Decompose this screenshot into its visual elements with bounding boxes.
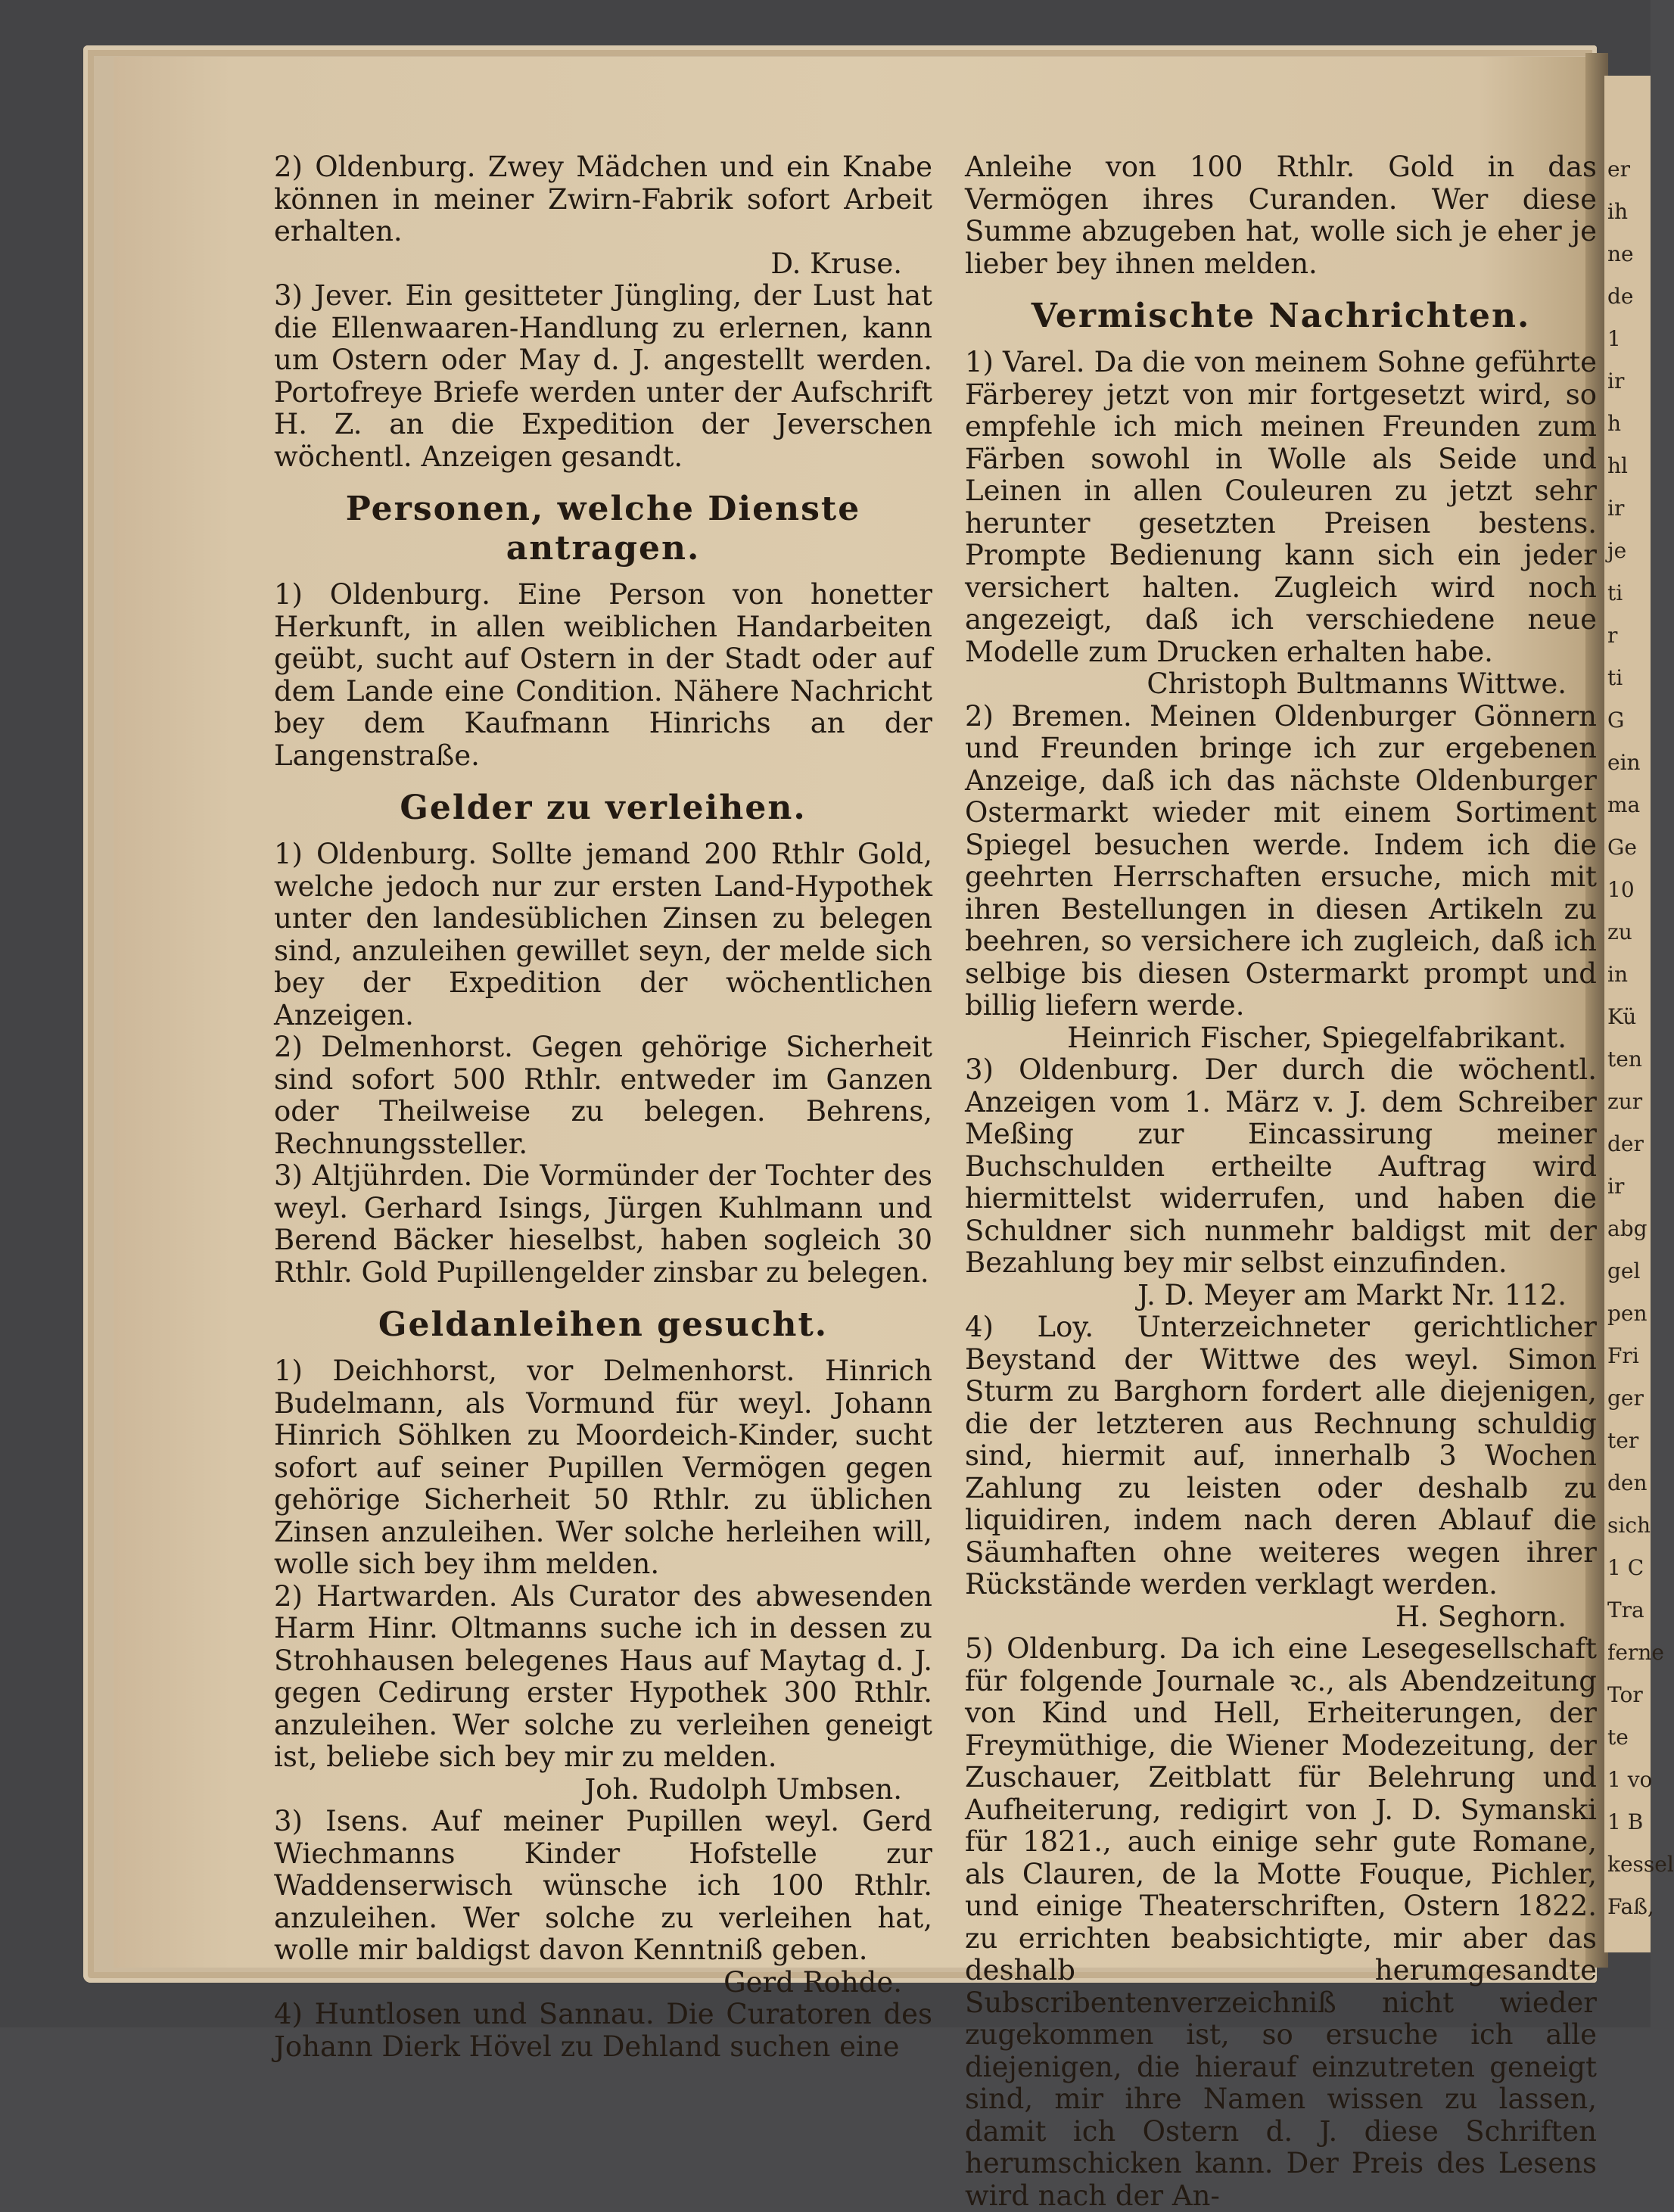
- section-heading: Vermischte Nachrichten.: [1031, 297, 1531, 335]
- next-page-fragment: ti: [1607, 580, 1623, 605]
- next-page-fragment: ir: [1607, 369, 1625, 394]
- ad-oldenburg-revocation: 3) Oldenburg. Der durch die wöchentl. Anzeigen vom 1. März v. J. dem Schreiber Meßing zur Eincassirung meiner Buchschulden ertheilte Auftrag wird hiermittelst widerrufen, und haben die Schuldner sich nunmehr baldigst mit der Bezahlung bey mir selbst einzufinden.: [965, 1053, 1597, 1279]
- next-page-fragment: gel: [1607, 1258, 1641, 1283]
- next-page-fragment: ferne: [1607, 1640, 1664, 1665]
- next-page-fragment: ih: [1607, 199, 1628, 224]
- section-heading: Geldanleihen gesucht.: [378, 1305, 829, 1344]
- signature: D. Kruse.: [770, 247, 902, 280]
- ad-loy: 4) Loy. Unterzeichneter gerichtlicher Beystand der Wittwe des weyl. Simon Sturm zu Barghorn fordert alle diejenigen, die der letzteren aus Rechnung schuldig sind, hiermit auf, innerhalb 3 Wochen Zahlung zu leisten oder deshalb zu liquidiren, indem nach deren Ablauf die Säumhaften ohne weiteres wegen ihrer Rückstände werden verklagt werden.: [965, 1311, 1597, 1601]
- next-page-fragment: ein: [1607, 750, 1641, 775]
- next-page-fragment: Fri: [1607, 1343, 1639, 1368]
- next-page-fragment: ten: [1607, 1047, 1642, 1072]
- next-page-fragment: abg: [1607, 1216, 1648, 1241]
- next-page-fragment: Tra: [1607, 1598, 1644, 1622]
- signature: Joh. Rudolph Umbsen.: [584, 1772, 902, 1806]
- signature: Christoph Bultmanns Wittwe.: [1147, 667, 1567, 700]
- next-page-fragment: 1 C: [1607, 1555, 1644, 1580]
- next-page-fragment: de: [1607, 284, 1634, 309]
- next-page-fragment: r: [1607, 623, 1618, 648]
- ad-bremen: 2) Bremen. Meinen Oldenburger Gönnern und Freunden bringe ich zur ergebenen Anzeige, daß ich das nächste Oldenburger Ostermarkt wieder mit einem Sortiment Spiegel besuchen werde. Indem ich die geehrten Herrschaften ersuche, mich mit ihren Bestellungen in diesen Artikeln zu beehren, so versichere ich zugleich, daß ich selbige bis diesen Ostermarkt prompt und billig liefern werde.: [965, 699, 1597, 1022]
- ad-oldenburg-person: 1) Oldenburg. Eine Person von honetter Herkunft, in allen weiblichen Handarbeiten geübt, sucht auf Ostern in der Stadt oder auf dem Lande eine Condition. Nähere Nachricht bey dem Kaufmann Hinrichs an der Langenstraße.: [274, 578, 932, 772]
- next-page-edge: [1604, 76, 1674, 1952]
- next-page-fragment: kessel: [1607, 1852, 1674, 1877]
- section-heading: Personen, welche Dienste antragen.: [345, 490, 861, 568]
- next-page-fragment: sich: [1607, 1513, 1651, 1538]
- ad-oldenburg-lesegesellschaft: 5) Oldenburg. Da ich eine Lesegesellschaft für folgende Journale ꝛc., als Abendzeitung von Kind und Hell, Erheiterungen, der Freymüthige, die Wiener Modezeitung, der Zuschauer, Zeitblatt für Belehrung und Aufheiterung, redigirt von J. D. Symanski für 1821., auch einige sehr gute Romane, als Clauren, de la Motte Fouque, Pichler, und einige Theaterschriften, Ostern 1822. zu errichten beabsichtigte, mir aber das deshalb herumgesandte Subscribentenverzeichniß nicht wieder zugekommen ist, so ersuche ich alle diejenigen, die hierauf einzutreten geneigt sind, mir ihre Namen wissen zu lassen, damit ich Ostern d. J. diese Schriften herumschicken kann. Der Preis des Lesens wird nach der An-: [965, 1632, 1597, 2212]
- next-page-fragment: ter: [1607, 1428, 1639, 1453]
- ad-delmenhorst: 2) Delmenhorst. Gegen gehörige Sicherheit sind sofort 500 Rthlr. entweder im Ganzen oder Theilweise zu belegen. Behrens, Rechnungssteller.: [274, 1031, 932, 1160]
- next-page-fragment: Tor: [1607, 1682, 1643, 1707]
- next-page-fragment: ma: [1607, 792, 1641, 817]
- next-page-fragment: ir: [1607, 1174, 1625, 1199]
- ad-huntlosen: 4) Huntlosen und Sannau. Die Curatoren des Johann Dierk Hövel zu Dehland suchen eine: [274, 1998, 932, 2063]
- next-page-fragment: in: [1607, 962, 1628, 987]
- next-page-fragment: er: [1607, 157, 1630, 182]
- next-page-fragment: 1: [1607, 326, 1621, 351]
- section-heading: Gelder zu verleihen.: [400, 789, 807, 827]
- ad-jever: 3) Jever. Ein gesitteter Jüngling, der Lust hat die Ellenwaaren-Handlung zu erlernen, kann um Ostern oder May d. J. angestellt werden. Portofreye Briefe werden unter der Aufschrift H. Z. an die Expedition der Jeverschen wöchentl. Anzeigen gesandt.: [274, 279, 932, 473]
- next-page-fragment: Faß,: [1607, 1894, 1654, 1919]
- next-page-fragment: 1 vo: [1607, 1767, 1653, 1792]
- next-page-fragment: der: [1607, 1131, 1644, 1156]
- next-page-fragment: G: [1607, 708, 1625, 733]
- next-page-fragment: ir: [1607, 496, 1625, 521]
- next-page-fragment: ti: [1607, 665, 1623, 690]
- ad-deichhorst: 1) Deichhorst, vor Delmenhorst. Hinrich Budelmann, als Vormund für weyl. Johann Hinrich Söhlken zu Moordeich-Kinder, sucht sofort auf seiner Pupillen Vermögen gegen gehörige Sicherheit 50 Rthlr. zu üblichen Zinsen anzuleihen. Wer solche herleihen will, wolle sich bey ihm melden.: [274, 1355, 932, 1580]
- signature: Gerd Rohde.: [723, 1965, 902, 1999]
- ad-varel: 1) Varel. Da die von meinem Sohne geführte Färberey jetzt von mir fortgesetzt wird, so empfehle ich mich meinen Freunden zum Färben sowohl in Wolle als Seide und Leinen in allen Couleuren zu jetzt sehr herunter gesetzten Preisen bestens. Prompte Bedienung kann sich ein jeder versichert halten. Zugleich wird noch angezeigt, daß ich verschiedene neue Modelle zum Drucken erhalten habe.: [965, 346, 1597, 668]
- next-page-fragment: je: [1607, 538, 1627, 563]
- next-page-fragment: pen: [1607, 1301, 1648, 1326]
- next-page-fragment: h: [1607, 411, 1622, 436]
- signature: H. Seghorn.: [1395, 1600, 1567, 1633]
- ad-huntlosen-cont: Anleihe von 100 Rthlr. Gold in das Vermögen ihres Curanden. Wer diese Summe abzugeben hat, wolle sich je eher je lieber bey ihnen melden.: [965, 151, 1597, 280]
- next-page-fragment: te: [1607, 1725, 1629, 1750]
- next-page-fragment: Ge: [1607, 835, 1637, 860]
- next-page-fragment: den: [1607, 1470, 1648, 1495]
- left-column: [274, 151, 932, 2063]
- signature: J. D. Meyer am Markt Nr. 112.: [1137, 1278, 1567, 1311]
- ad-hartwarden: 2) Hartwarden. Als Curator des abwesenden Harm Hinr. Oltmanns suche ich in dessen zu Strohhausen belegenes Haus auf Maytag d. J. gegen Cedirung erster Hypothek 300 Rthlr. anzuleihen. Wer solche zu verleihen geneigt ist, beliebe sich bey mir zu melden.: [274, 1579, 932, 1773]
- ad-isens: 3) Isens. Auf meiner Pupillen weyl. Gerd Wiechmanns Kinder Hofstelle zur Waddenserwisch wünsche ich 100 Rthlr. anzuleihen. Wer solche zu verleihen hat, wolle mir baldigst davon Kenntniß geben.: [274, 1805, 932, 1966]
- next-page-fragment: ger: [1607, 1386, 1644, 1411]
- ad-oldenburg-zwirn: 2) Oldenburg. Zwey Mädchen und ein Knabe können in meiner Zwirn-Fabrik sofort Arbeit erhalten.: [274, 151, 932, 247]
- next-page-fragment: zu: [1607, 919, 1632, 944]
- next-page-fragment: ne: [1607, 241, 1634, 266]
- next-page-fragment: hl: [1607, 453, 1628, 478]
- ad-oldenburg-gold: 1) Oldenburg. Sollte jemand 200 Rthlr Gold, welche jedoch nur zur ersten Land-Hypothek unter den landesüblichen Zinsen zu belegen sind, anzuleihen gewillet seyn, der melde sich bey der Expedition der wöchentlichen Anzeigen.: [274, 838, 932, 1031]
- next-page-fragment: Kü: [1607, 1004, 1637, 1029]
- right-column: [965, 151, 1597, 2212]
- next-page-fragment: zur: [1607, 1089, 1643, 1114]
- signature: Heinrich Fischer, Spiegelfabrikant.: [1067, 1021, 1567, 1054]
- ad-altjuehrden: 3) Altjührden. Die Vormünder der Tochter des weyl. Gerhard Isings, Jürgen Kuhlmann und Berend Bäcker hieselbst, haben sogleich 30 Rthlr. Gold Pupillengelder zinsbar zu belegen.: [274, 1159, 932, 1289]
- next-page-fragment: 10: [1607, 877, 1635, 902]
- next-page-fragment: 1 B: [1607, 1809, 1644, 1834]
